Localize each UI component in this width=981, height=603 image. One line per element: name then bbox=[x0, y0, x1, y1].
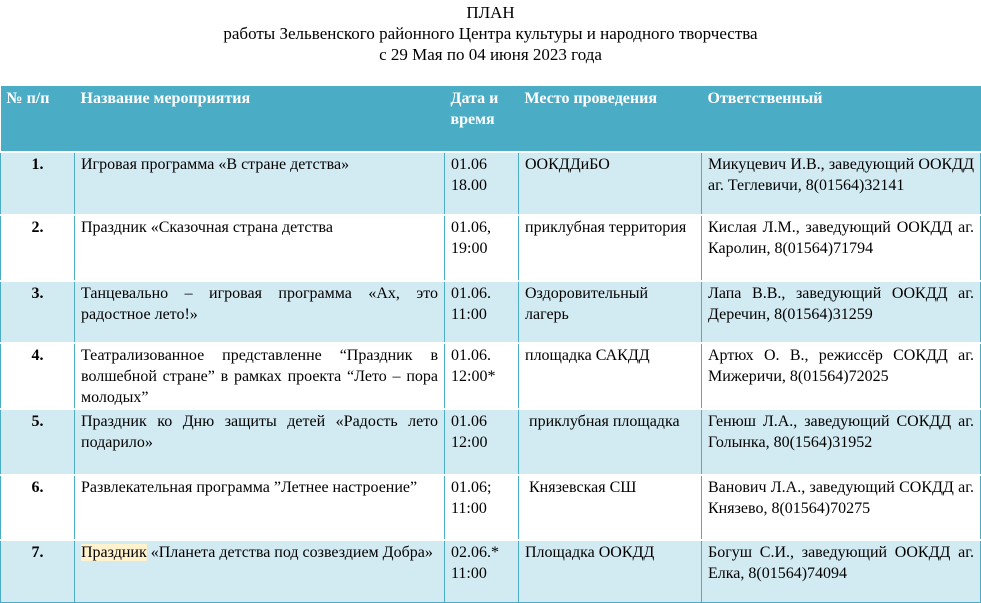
table-header-row bbox=[1, 86, 981, 152]
row-number: 5. bbox=[1, 409, 75, 475]
plan-period: с 29 Мая по 04 июня 2023 года bbox=[379, 45, 602, 64]
row-number: 3. bbox=[1, 281, 75, 343]
event-place: Князевская СШ bbox=[519, 475, 702, 540]
table-row bbox=[1, 215, 981, 281]
event-place: Оздоровительный лагерь bbox=[519, 281, 702, 343]
col-header-name: Название мероприятия bbox=[75, 86, 445, 152]
row-number: 6. bbox=[1, 475, 75, 540]
table-row bbox=[1, 540, 981, 602]
row-number: 1. bbox=[1, 152, 75, 215]
event-name: Игровая программа «В стране детства» bbox=[75, 152, 445, 215]
event-responsible: Микуцевич И.В., заведующий ООКДД аг. Теглевичи, 8(01564)32141 bbox=[702, 152, 981, 215]
event-date: 01.06; 11:00 bbox=[445, 475, 519, 540]
col-header-number: № п/п bbox=[1, 86, 75, 152]
event-responsible: Ванович Л.А., заведующий СОКДД аг. Князево, 8(01564)70275 bbox=[702, 475, 981, 540]
col-header-place: Место проведения bbox=[519, 86, 702, 152]
event-date: 01.06, 19:00 bbox=[445, 215, 519, 281]
table-row bbox=[1, 343, 981, 409]
table-row bbox=[1, 475, 981, 540]
event-date: 01.06. 12:00* bbox=[445, 343, 519, 409]
event-responsible: Артюх О. В., режиссёр СОКДД аг. Мижеричи, 8(01564)72025 bbox=[702, 343, 981, 409]
event-name: Праздник ко Дню защиты детей «Радость лето подарило» bbox=[75, 409, 445, 475]
event-name: Театрализованное представленне “Праздник в волшебной стране” в рамках проекта “Лето – пора молодых” bbox=[75, 343, 445, 409]
col-header-responsible: Ответственный bbox=[702, 86, 981, 152]
event-name-rest: «Планета детства под созвездием Добра» bbox=[146, 544, 433, 561]
event-responsible: Кислая Л.М., заведующий ООКДД аг. Каролин, 8(01564)71794 bbox=[702, 215, 981, 281]
event-name: Праздник «Сказочная страна детства bbox=[75, 215, 445, 281]
event-name: Развлекательная программа ”Летнее настроение” bbox=[75, 475, 445, 540]
event-name bbox=[75, 540, 445, 602]
table-row bbox=[1, 152, 981, 215]
event-responsible: Генюш Л.А., заведующий СОКДД аг. Голынка, 80(1564)31952 bbox=[702, 409, 981, 475]
event-responsible: Лапа В.В., заведующий ООКДД аг. Деречин, 8(01564)31259 bbox=[702, 281, 981, 343]
event-place: Площадка ООКДД bbox=[519, 540, 702, 602]
table-row bbox=[1, 409, 981, 475]
event-name: Танцевально – игровая программа «Ах, это радостное лето!» bbox=[75, 281, 445, 343]
event-date: 01.06 12:00 bbox=[445, 409, 519, 475]
plan-subtitle: работы Зельвенского районного Центра культуры и народного творчества bbox=[223, 24, 758, 43]
events-table bbox=[0, 86, 981, 603]
row-number: 2. bbox=[1, 215, 75, 281]
col-header-date: Дата и время bbox=[445, 86, 519, 152]
table-row bbox=[1, 281, 981, 343]
event-responsible: Богуш С.И., заведующий ООКДД аг. Елка, 8(01564)74094 bbox=[702, 540, 981, 602]
event-place: площадка САКДД bbox=[519, 343, 702, 409]
event-date: 01.06. 11:00 bbox=[445, 281, 519, 343]
row-number: 7. bbox=[1, 540, 75, 602]
row-number: 4. bbox=[1, 343, 75, 409]
event-place: ООКДДиБО bbox=[519, 152, 702, 215]
event-place: приклубная территория bbox=[519, 215, 702, 281]
event-place: приклубная площадка bbox=[519, 409, 702, 475]
event-date: 01.06 18.00 bbox=[445, 152, 519, 215]
event-date: 02.06.* 11:00 bbox=[445, 540, 519, 602]
plan-title: ПЛАН bbox=[466, 3, 515, 22]
highlighted-word: Праздник bbox=[81, 544, 147, 561]
